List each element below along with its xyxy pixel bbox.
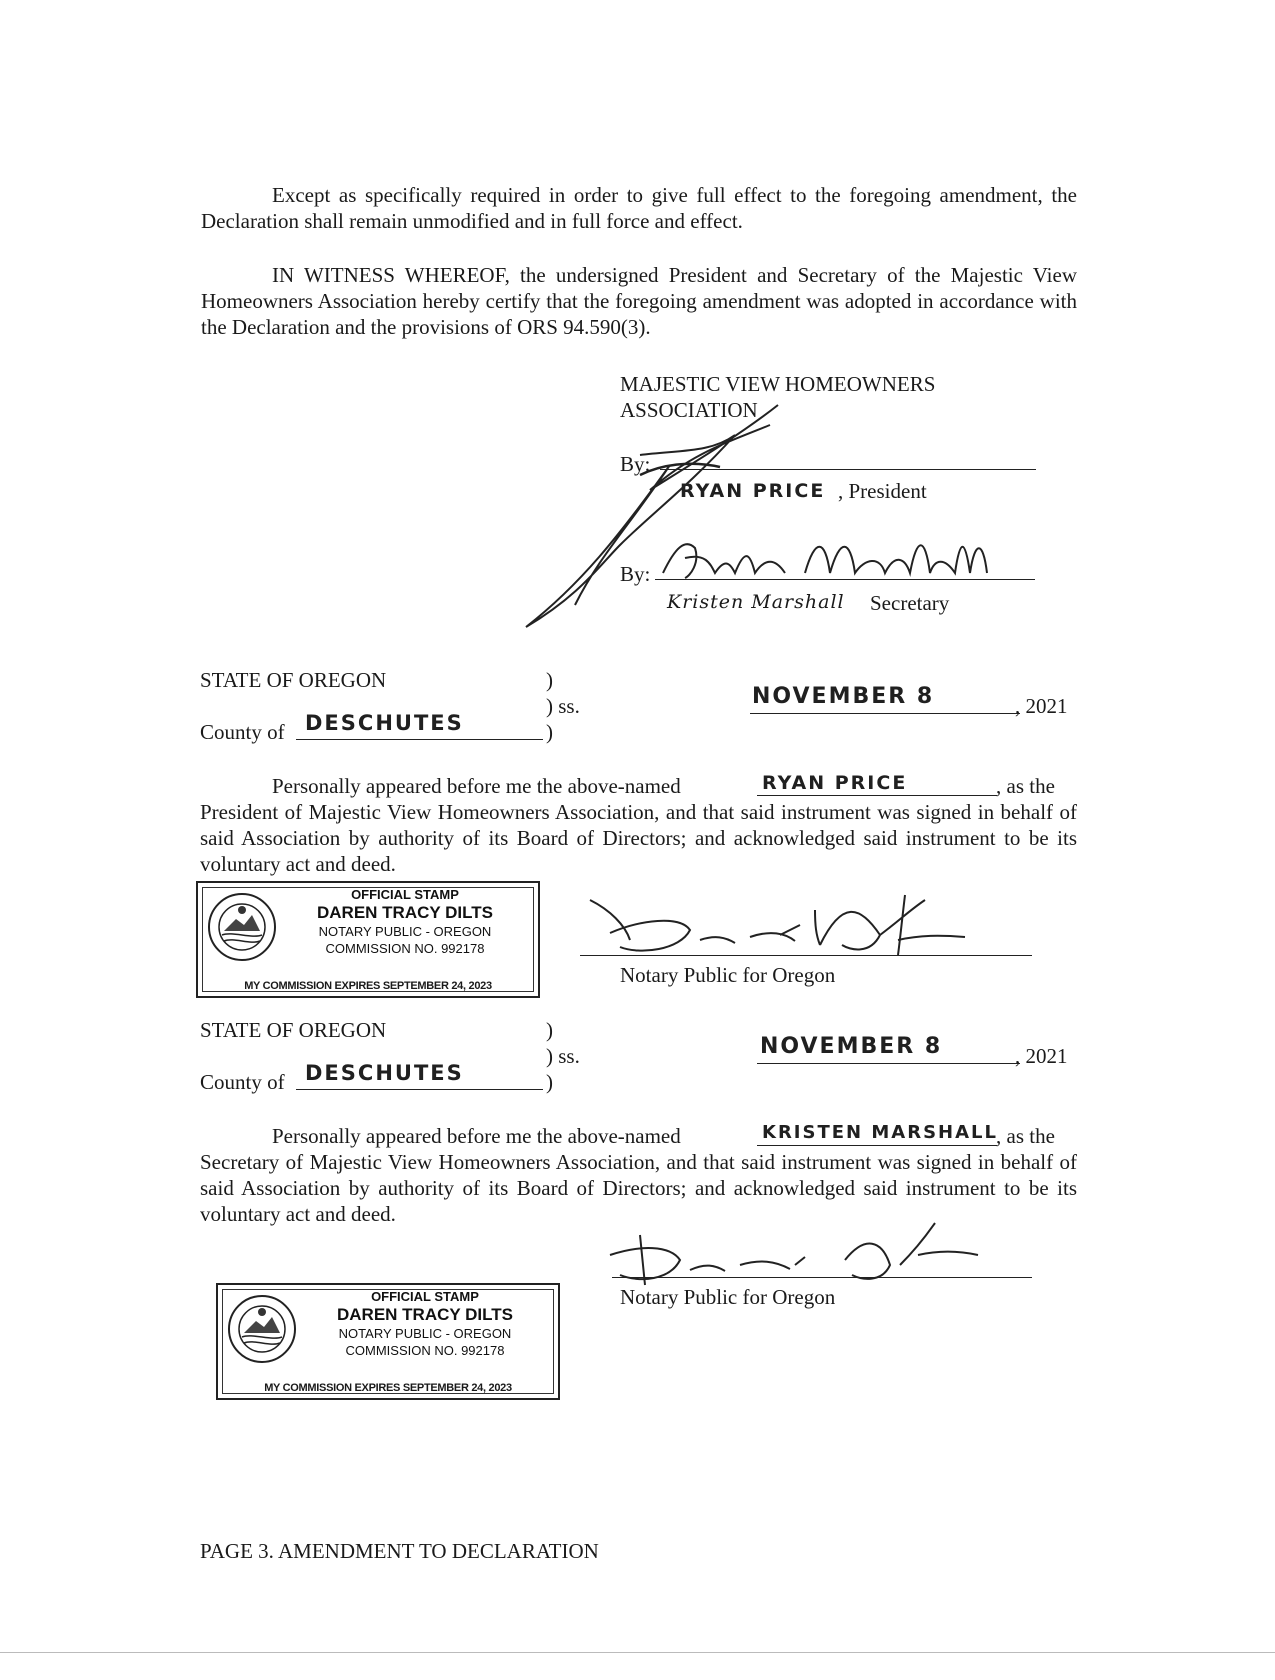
ack1-notary-label: Notary Public for Oregon bbox=[620, 963, 836, 987]
stamp2-notary: NOTARY PUBLIC - OREGON bbox=[338, 1326, 512, 1341]
ack1-paren-bottom: ) bbox=[546, 720, 553, 744]
notary-signature-2-scribble bbox=[600, 1215, 1000, 1290]
ack2-date-handwritten: NOVEMBER 8 bbox=[760, 1034, 943, 1059]
ack1-date-line bbox=[750, 713, 1020, 714]
ack2-county-handwritten: DESCHUTES bbox=[305, 1061, 464, 1085]
president-title: , President bbox=[838, 479, 927, 503]
ack1-year: , 2021 bbox=[1015, 694, 1068, 718]
by-label-secretary: By: bbox=[620, 562, 651, 586]
stamp1-name: DAREN TRACY DILTS bbox=[317, 903, 493, 922]
ack2-paragraph: Secretary of Majestic View Homeowners Association, and that said instrument was signed in behalf of said Association by authority of its Board of Directors; and acknowledged said instrument to be its voluntary act and deed. bbox=[200, 1150, 1077, 1226]
ack1-signer-handwritten: RYAN PRICE bbox=[762, 772, 908, 794]
stamp1-notary: NOTARY PUBLIC - OREGON bbox=[318, 924, 492, 939]
org-name-line-1: MAJESTIC VIEW HOMEOWNERS bbox=[620, 372, 936, 396]
oregon-seal-icon bbox=[226, 1293, 298, 1365]
stamp1-official: OFFICIAL STAMP bbox=[351, 887, 459, 902]
ack2-notary-label: Notary Public for Oregon bbox=[620, 1285, 836, 1309]
paragraph-in-witness: IN WITNESS WHEREOF, the undersigned President and Secretary of the Majestic View Homeowners Association hereby certify that the foregoing amendment was adopted in accordance with the Declaration and the provisions of ORS 94.590(3). bbox=[201, 263, 1077, 339]
page-footer: PAGE 3. AMENDMENT TO DECLARATION bbox=[200, 1539, 599, 1563]
paragraph-full-force: Except as specifically required in order to give full effect to the foregoing amendment, the Declaration shall remain unmodified and in full force and effect. bbox=[201, 183, 1077, 233]
stamp2-name: DAREN TRACY DILTS bbox=[337, 1305, 513, 1324]
notary-line-1 bbox=[580, 955, 1032, 956]
stamp1-expires: MY COMMISSION EXPIRES SEPTEMBER 24, 2023 bbox=[244, 980, 492, 992]
notary-signature-1-scribble bbox=[580, 885, 1000, 965]
ack2-date-line bbox=[757, 1063, 1020, 1064]
ack2-year: , 2021 bbox=[1015, 1044, 1068, 1068]
stamp1-commission: COMMISSION NO. 992178 bbox=[325, 941, 485, 956]
stamp2-expires: MY COMMISSION EXPIRES SEPTEMBER 24, 2023 bbox=[264, 1382, 512, 1394]
ack1-state: STATE OF OREGON bbox=[200, 668, 387, 692]
ack2-paren-bottom: ) bbox=[546, 1070, 553, 1094]
org-name-line-2: ASSOCIATION bbox=[620, 398, 758, 422]
ack2-signer-handwritten: KRISTEN MARSHALL bbox=[762, 1122, 998, 1143]
ack1-county-line bbox=[296, 739, 543, 740]
secretary-title: Secretary bbox=[870, 591, 950, 615]
ack2-county-label: County of bbox=[200, 1070, 285, 1094]
stamp2-official: OFFICIAL STAMP bbox=[371, 1289, 479, 1304]
ack2-ss: ) ss. bbox=[546, 1044, 580, 1068]
notary-stamp-1 bbox=[196, 881, 540, 998]
ack1-paren-top: ) bbox=[546, 668, 553, 692]
president-signature-scribble bbox=[520, 395, 850, 635]
ack1-as-the: , as the bbox=[996, 774, 1055, 798]
secretary-signature-scribble bbox=[655, 528, 995, 588]
ack2-state: STATE OF OREGON bbox=[200, 1018, 387, 1042]
ack1-paragraph: President of Majestic View Homeowners Association, and that said instrument was signed in behalf of said Association by authority of its Board of Directors; and acknowledged said instrument to be its voluntary act and deed. bbox=[200, 800, 1077, 876]
ack1-county-label: County of bbox=[200, 720, 285, 744]
ack1-county-handwritten: DESCHUTES bbox=[305, 711, 464, 735]
by-label-president: By: bbox=[620, 452, 651, 476]
ack2-as-the: , as the bbox=[996, 1124, 1055, 1148]
ack2-county-line bbox=[296, 1089, 543, 1090]
president-printed-name: RYAN PRICE bbox=[680, 480, 826, 502]
ack1-para-before: Personally appeared before me the above-named bbox=[272, 774, 681, 798]
secretary-printed-name: Kristen Marshall bbox=[667, 591, 845, 613]
scan-edge-line bbox=[0, 1652, 1275, 1653]
notary-line-2 bbox=[612, 1277, 1032, 1278]
notary-stamp-2 bbox=[216, 1283, 560, 1400]
ack1-ss: ) ss. bbox=[546, 694, 580, 718]
ack2-paren-top: ) bbox=[546, 1018, 553, 1042]
stamp2-commission: COMMISSION NO. 992178 bbox=[345, 1343, 505, 1358]
oregon-seal-icon bbox=[206, 891, 278, 963]
ack1-date-handwritten: NOVEMBER 8 bbox=[752, 684, 935, 709]
ack2-para-before: Personally appeared before me the above-named bbox=[272, 1124, 681, 1148]
